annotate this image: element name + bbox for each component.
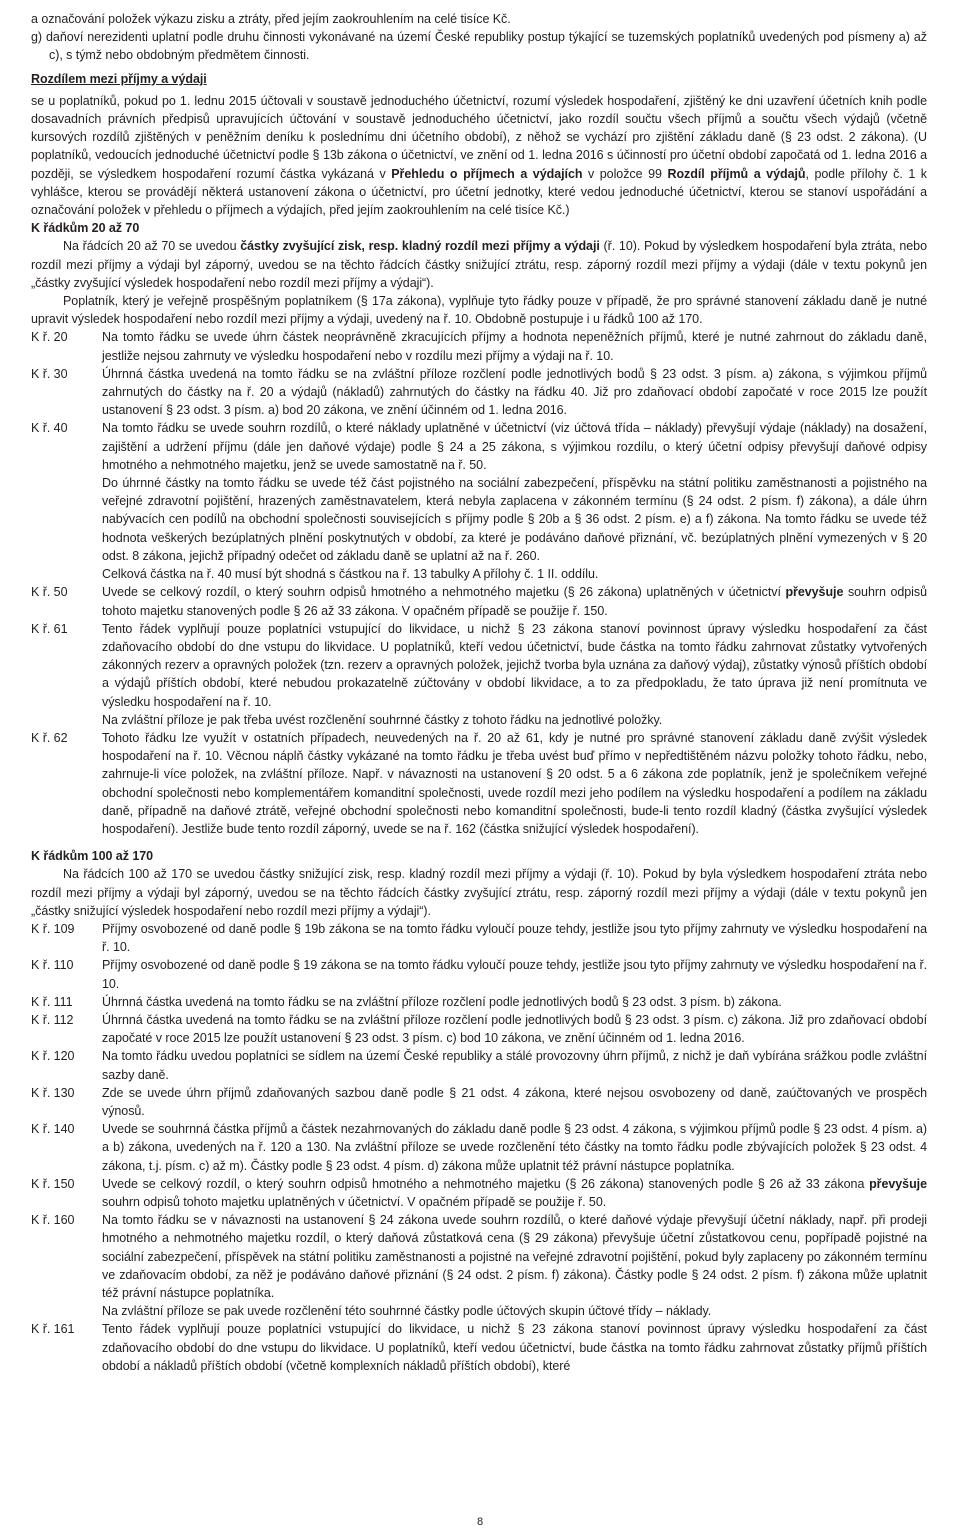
section-heading-rozdil: Rozdílem mezi příjmy a výdaji [31, 71, 207, 86]
row-item-111 [31, 993, 927, 1011]
row-text: Příjmy osvobozené od daně podle § 19b zákona se na tomto řádku vyloučí pouze tehdy, jestliže jsou tyto příjmy zahrnuty ve výsledku hospodaření na ř. 10. [102, 921, 927, 955]
rozdil-paragraph: se u poplatníků, pokud po 1. lednu 2015 účtovali v soustavě jednoduchého účetnictví, rozumí výsledek hospodaření, zjištěný ke dni uzavření účetních knih podle dosavadních právních předpisů upravujících účtování v soustavě jednoduchého účetnictví, jako rozdíl součtu všech příjmů a součtu všech výdajů (včetně kursových rozdílů zjištěných v peněžním deníku k poslednímu dni účetního období), z něhož se vychází pro zjištění základu daně (§ 23 odst. 2 zákona). (U poplatníků, vedoucích jednoduché účetnictví podle § 13b zákona o účetnictví, ve znění od 1. ledna 2016 s účinností pro účetní období započatá od 1. ledna 2016 a později, se výsledkem hospodaření rozumí částka vykázaná v Přehledu o příjmech a výdajích v položce 99 Rozdíl příjmů a výdajů, podle přílohy č. 1 k vyhlášce, kterou se provádějí některá ustanovení zákona o účetnictví, pro účetní jednotky, které vedou jednoduché účetnictví, kterou se stanoví uspořádání a označování položek v přehledu o příjmech a výdajích, před jejím zaokrouhlením na celé tisíce Kč.) [31, 93, 927, 218]
row-label: K ř. 120 [31, 1049, 75, 1064]
row-item-120 [31, 1047, 927, 1083]
row-item-20 [31, 328, 927, 364]
row-item-112 [31, 1011, 927, 1047]
row-text: Tohoto řádku lze využít v ostatních případech, neuvedených na ř. 20 až 61, kdy je nutné pro správné stanovení základu daně zvýšit výsledek hospodaření na ř. 10. Věcnou náplň částky vykázané na tomto řádku je třeba uvést buď přímo v nepředtištěném názvu položky tohoto řádku, nebo, zahrnuje-li více položek, na zvláštní příloze. Např. v návaznosti na ustanovení § 20 odst. 5 a 6 zákona zde poplatník, jenž je společníkem veřejné obchodní společnosti nebo komplementářem komanditní společnosti, uvede rozdíl mezi jeho podílem na výsledku hospodaření a podílem na základu daně, případně na daňové ztrátě, veřejné obchodní společnosti nebo komanditní společnosti, bude-li tento rozdíl kladný (částka zvyšující výsledek hospodaření). Jestliže bude tento rozdíl záporný, uvede se na ř. 162 (částka snižující výsledek hospodaření). [102, 730, 927, 836]
row-label: K ř. 62 [31, 730, 68, 745]
row-label: K ř. 61 [31, 621, 68, 636]
intro-item-g: g) daňoví nerezidenti uplatní podle druhu činnosti vykonávané na území České republiky postup týkající se tuzemských poplatníků uvedených pod písmeny a) až c), s týmž nebo obdobným předmětem činnosti. [31, 30, 927, 63]
row-text: Úhrnná částka uvedená na tomto řádku se na zvláštní příloze rozčlení podle jednotlivých bodů § 23 odst. 3 písm. b) zákona. [102, 994, 782, 1009]
row-label: K ř. 30 [31, 366, 68, 381]
section-heading-100-170: K řádkům 100 až 170 [31, 849, 154, 864]
row-text: Úhrnná částka uvedená na tomto řádku se na zvláštní příloze rozčlení podle jednotlivých bodů § 23 odst. 3 písm. a) zákona, s výjimkou příjmů zahrnutých do částky na ř. 20 a výdajů (nákladů) zahrnutých do částky na řádku 40. Již pro zdaňovací období započaté v roce 2015 lze použít ustanovení § 23 odst. 3 písm. a) bod 20 zákona, ve znění účinném od 1. ledna 2016. [102, 366, 927, 418]
row-text: Uvede se celkový rozdíl, o který souhrn odpisů hmotného a nehmotného majetku (§ 26 zákona) stanovených podle § 26 až 33 zákona převyšuje souhrn odpisů tohoto majetku uplatněných v účetnictví. V opačném případě se použije ř. 50. [102, 1176, 927, 1209]
row-label: K ř. 112 [31, 1012, 74, 1027]
row-item-61 [31, 620, 927, 711]
section-heading-20-70: K řádkům 20 až 70 [31, 221, 140, 236]
row-61-paragraph-2: Na zvláštní příloze je pak třeba uvést rozčlenění souhrnné částky z tohoto řádku na jednotlivé položky. [102, 712, 663, 727]
row-label: K ř. 161 [31, 1322, 75, 1337]
row-item-110 [31, 956, 927, 992]
row-item-30 [31, 365, 927, 420]
row-label: K ř. 109 [31, 921, 75, 936]
row-label: K ř. 150 [31, 1176, 75, 1191]
row-text: Uvede se celkový rozdíl, o který souhrn odpisů hmotného a nehmotného majetku (§ 26 zákona) uplatněných v účetnictví převyšuje souhrn odpisů tohoto majetku stanovených podle § 26 až 33 zákona. V opačném případě se použije ř. 150. [102, 585, 927, 618]
row-label: K ř. 40 [31, 421, 68, 436]
row-item-62 [31, 729, 927, 838]
paragraph-20-70-public-benefit: Poplatník, který je veřejně prospěšným poplatníkem (§ 17a zákona), vyplňuje tyto řádky pouze v případě, že pro správné stanovení základu daně je nutné upravit výsledek hospodaření nebo rozdíl mezi příjmy a výdaji, uvedený na ř. 10. Obdobně postupuje i u řádků 100 až 170. [31, 294, 927, 327]
row-item-140 [31, 1120, 927, 1175]
row-label: K ř. 110 [31, 958, 74, 973]
row-40-paragraph-2: Do úhrnné částky na tomto řádku se uvede též část pojistného na sociální zabezpečení, příspěvku na státní politiku zaměstnanosti a pojistného na veřejné zdravotní pojištění, hrazených zaměstnavatelem, která nebyla zaplacena v zákonném termínu (§ 24 odst. 2 písm. f) zákona), a dále úhrn nabývacích cen podílů na obchodní společnosti souvisejících s příjmy podle § 20b a § 36 odst. 2 písm. e) a f) zákona. Na tomto řádku se uvede též hodnota veškerých bezúplatných plnění poskytnutých v období, za které je podáváno daňové přiznání, vč. bezúplatných plnění vymezených v § 20 odst. 8 zákona, jejichž případný odečet od základu daně se uplatní až na ř. 260. [102, 476, 927, 563]
row-item-40 [31, 419, 927, 474]
row-label: K ř. 111 [31, 994, 73, 1009]
row-text: Na tomto řádku se v návaznosti na ustanovení § 24 zákona uvede souhrn rozdílů, o které daňové výdaje převyšují účetní náklady, např. při prodeji hmotného a nehmotného majetku rozdíl, o který daňová zůstatková cena (§ 29 zákona) převyšuje účetní zůstatkovou cenu, popřípadě pojistné na sociální zabezpečení, příspěvek na státní politiku zaměstnanosti a pojistné na veřejné zdravotní pojištění, pokud byly zaplaceny po zákonném termínu ve zdaňovacím období, za něž je podáváno daňové přiznání (§ 24 odst. 2 písm. f) zákona). Částky podle § 24 odst. 2 písm. f) zákona může uplatnit též právní nástupce poplatníka. [102, 1213, 927, 1301]
row-label: K ř. 160 [31, 1213, 75, 1228]
row-text: Příjmy osvobozené od daně podle § 19 zákona se na tomto řádku vyloučí pouze tehdy, jestliže jsou tyto příjmy zahrnuty ve výsledku hospodaření na ř. 10. [102, 958, 927, 991]
row-item-130 [31, 1084, 927, 1120]
row-text: Uvede se souhrnná částka příjmů a částek nezahrnovaných do základu daně podle § 23 odst. 4 zákona, s výjimkou příjmů podle § 23 odst. 4 písm. a) a b) zákona, uvedených na ř. 120 a 130. Na zvláštní příloze se uvede rozčlenění této částky na tomto řádku podle zbývajících položek § 23 odst. 4 zákona, t.j. písm. c) až m). Částky podle § 23 odst. 4 písm. d) zákona může uplatnit též právní nástupce poplatníka. [102, 1122, 927, 1173]
row-label: K ř. 140 [31, 1122, 75, 1137]
row-text: Tento řádek vyplňují pouze poplatníci vstupující do likvidace, u nichž § 23 zákona stanoví povinnost úpravy výsledku hospodaření za část zdaňovacího období do dne vstupu do likvidace. U poplatníků, kteří vedou účetnictví, bude částka na tomto řádku zahrnovat zůstatky příjmů příštích období a nákladů příštích období (včetně komplexních nákladů příštích období), které [102, 1322, 927, 1373]
row-160-paragraph-2: Na zvláštní příloze se pak uvede rozčlenění této souhrnné částky podle účtových skupin účtové třídy – náklady. [102, 1304, 712, 1319]
paragraph-100-170-intro: Na řádcích 100 až 170 se uvedou částky snižující zisk, resp. kladný rozdíl mezi příjmy a výdaji (ř. 10). Pokud by byla výsledkem hospodaření ztráta nebo rozdíl mezi příjmy a výdaji byl záporný, uvedou se na těchto řádcích částky zvyšující ztrátu, resp. záporný rozdíl mezi příjmy a výdaji (dále v textu pokynů jen „částky snižující výsledek hospodaření nebo rozdíl mezi příjmy a výdaji“). [31, 867, 927, 918]
row-40-paragraph-3: Celková částka na ř. 40 musí být shodná s částkou na ř. 13 tabulky A přílohy č. 1 II. oddílu. [102, 567, 599, 582]
row-item-160 [31, 1211, 927, 1302]
row-text: Na tomto řádku se uvede souhrn rozdílů, o které náklady uplatněné v účetnictví (viz účtová třída – náklady) převyšují výdaje (náklady) na dosažení, zajištění a udržení příjmu (dále jen daňové výdaje) podle § 24 a 25 zákona, s výjimkou rozdílu, o který účetní odpisy převyšují daňové odpisy hmotného a nehmotného majetku, jenž se uvede samostatně na ř. 50. [102, 421, 927, 472]
row-item-50 [31, 583, 927, 619]
row-item-150 [31, 1175, 927, 1211]
paragraph-20-70-intro: Na řádcích 20 až 70 se uvedou částky zvyšující zisk, resp. kladný rozdíl mezi příjmy a výdaji (ř. 10). Pokud by výsledkem hospodaření byla ztráta, nebo rozdíl mezi příjmy a výdaji byl záporný, uvedou se na těchto řádcích částky snižující ztrátu, resp. záporný rozdíl mezi příjmy a výdaji (dále v textu pokynů jen „částky zvyšující výsledek hospodaření nebo rozdíl mezi příjmy a výdaji“). [31, 239, 927, 290]
row-item-109 [31, 920, 927, 956]
row-item-161 [31, 1320, 927, 1375]
row-label: K ř. 50 [31, 585, 68, 600]
row-text: Úhrnná částka uvedená na tomto řádku se na zvláštní příloze rozčlení podle jednotlivých bodů § 23 odst. 3 písm. c) zákona. Již pro zdaňovací období započaté v roce 2015 lze použít ustanovení § 23 odst. 3 písm. c) bod 10 zákona, ve znění účinném od 1. ledna 2016. [102, 1012, 927, 1046]
intro-line: a označování položek výkazu zisku a ztráty, před jejím zaokrouhlením na celé tisíce Kč. [31, 12, 511, 26]
page-number: 8 [476, 1516, 484, 1528]
row-text: Na tomto řádku se uvede úhrn částek neoprávněně zkracujících příjmy a hodnota nepeněžních příjmů, které je nutné zahrnout do základu daně, jestliže nejsou zahrnuty ve výsledku hospodaření nebo v rozdílu mezi příjmy a výdaji na ř. 10. [102, 330, 927, 363]
row-label: K ř. 20 [31, 330, 68, 345]
row-label: K ř. 130 [31, 1085, 75, 1100]
row-text: Zde se uvede úhrn příjmů zdaňovaných sazbou daně podle § 21 odst. 4 zákona, které nejsou osvobozeny od daně, zaúčtovaných ve prospěch výnosů. [102, 1085, 927, 1118]
row-text: Tento řádek vyplňují pouze poplatníci vstupující do likvidace, u nichž § 23 zákona stanoví povinnost úpravy výsledku hospodaření za část zdaňovacího období do dne vstupu do likvidace. U poplatníků, kteří vedou účetnictví, bude částka na tomto řádku zahrnovat zůstatky vytvořených zákonných rezerv a opravných položek (tzn. rezerv a opravných položek, jejichž tvorba byla uznána za daňový výdaj), zůstatky výnosů příštích období a výdajů příštích období, které nebudou prokazatelně zúčtovány v období likvidace, a to za předpokladu, že tato úprava již není promítnuta ve výsledku hospodaření na ř. 10. [102, 621, 927, 709]
row-text: Na tomto řádku uvedou poplatníci se sídlem na území České republiky a stálé provozovny úhrn příjmů, z nichž je daň vybírána srážkou podle zvláštní sazby daně. [102, 1049, 927, 1082]
